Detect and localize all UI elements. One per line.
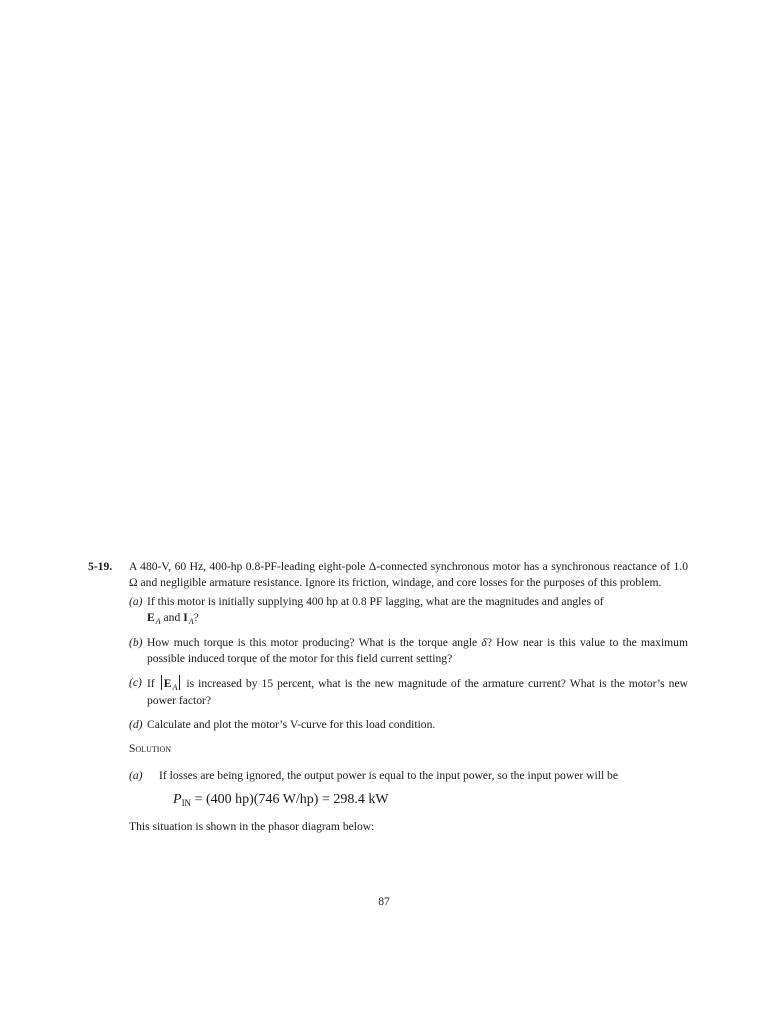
part-c-text: is increased by 15 percent, what is the new magnitude of the armature current? What is the motor’s new power factor? [147, 677, 688, 707]
part-c-if: If [147, 677, 155, 690]
solution-part-a [129, 768, 688, 784]
phasor-diagram-intro: This situation is shown in the phasor diagram below: [129, 820, 375, 833]
subscript-a: A [172, 683, 178, 692]
problem-parts [129, 594, 688, 733]
subscript-a: A [188, 617, 194, 626]
question-mark: ? [193, 611, 199, 624]
part-c [129, 675, 688, 709]
input-power-equation [173, 792, 688, 808]
part-b-label: (b) [129, 636, 143, 649]
part-d-label: (d) [129, 718, 143, 731]
abs-bar-left [161, 675, 162, 690]
delta-symbol: δ [481, 636, 487, 649]
problem-number: 5-19. [88, 560, 113, 573]
part-d-text: Calculate and plot the motor’s V-curve for this load condition. [147, 718, 436, 731]
equation-rhs: = (400 hp)(746 W/hp) = 298.4 kW [191, 792, 389, 807]
solution-part-a-text: If losses are being ignored, the output power is equal to the input power, so the input power will be [159, 769, 619, 782]
symbol-ea-magnitude: E [163, 677, 172, 690]
part-a [129, 594, 688, 627]
part-b-text-2: ? How near is this value to the maximum possible induced torque of the motor for this field current setting? [147, 636, 688, 665]
problem-statement: A 480-V, 60 Hz, 400-hp 0.8-PF-leading eight-pole Δ-connected synchronous motor has a synchronous reactance of 1.0 Ω and negligible armature resistance. Ignore its friction, windage, and core losses for the purposes of this problem. [129, 560, 688, 589]
solution-heading: Solution [129, 742, 171, 755]
abs-bar-right [179, 675, 180, 690]
page-number: 87 [378, 895, 390, 908]
solution-section [129, 741, 688, 835]
problem-5-19 [88, 559, 688, 835]
equation-p-subscript: IN [181, 798, 192, 808]
part-b [129, 635, 688, 667]
part-d [129, 717, 688, 733]
part-a-text: If this motor is initially supplying 400 hp at 0.8 PF lagging, what are the magnitudes and angles of [147, 595, 604, 608]
part-b-text-1: How much torque is this motor producing? What is the torque angle [147, 636, 478, 649]
symbol-ea: E [147, 611, 155, 624]
symbol-ia: I [183, 611, 188, 624]
equation-p: P [173, 792, 182, 807]
problem-statement-block [88, 559, 688, 591]
part-a-label: (a) [129, 595, 143, 608]
part-c-label: (c) [129, 676, 142, 689]
subscript-a: A [155, 617, 161, 626]
solution-part-a-label: (a) [129, 769, 143, 782]
and-word: and [163, 611, 181, 624]
